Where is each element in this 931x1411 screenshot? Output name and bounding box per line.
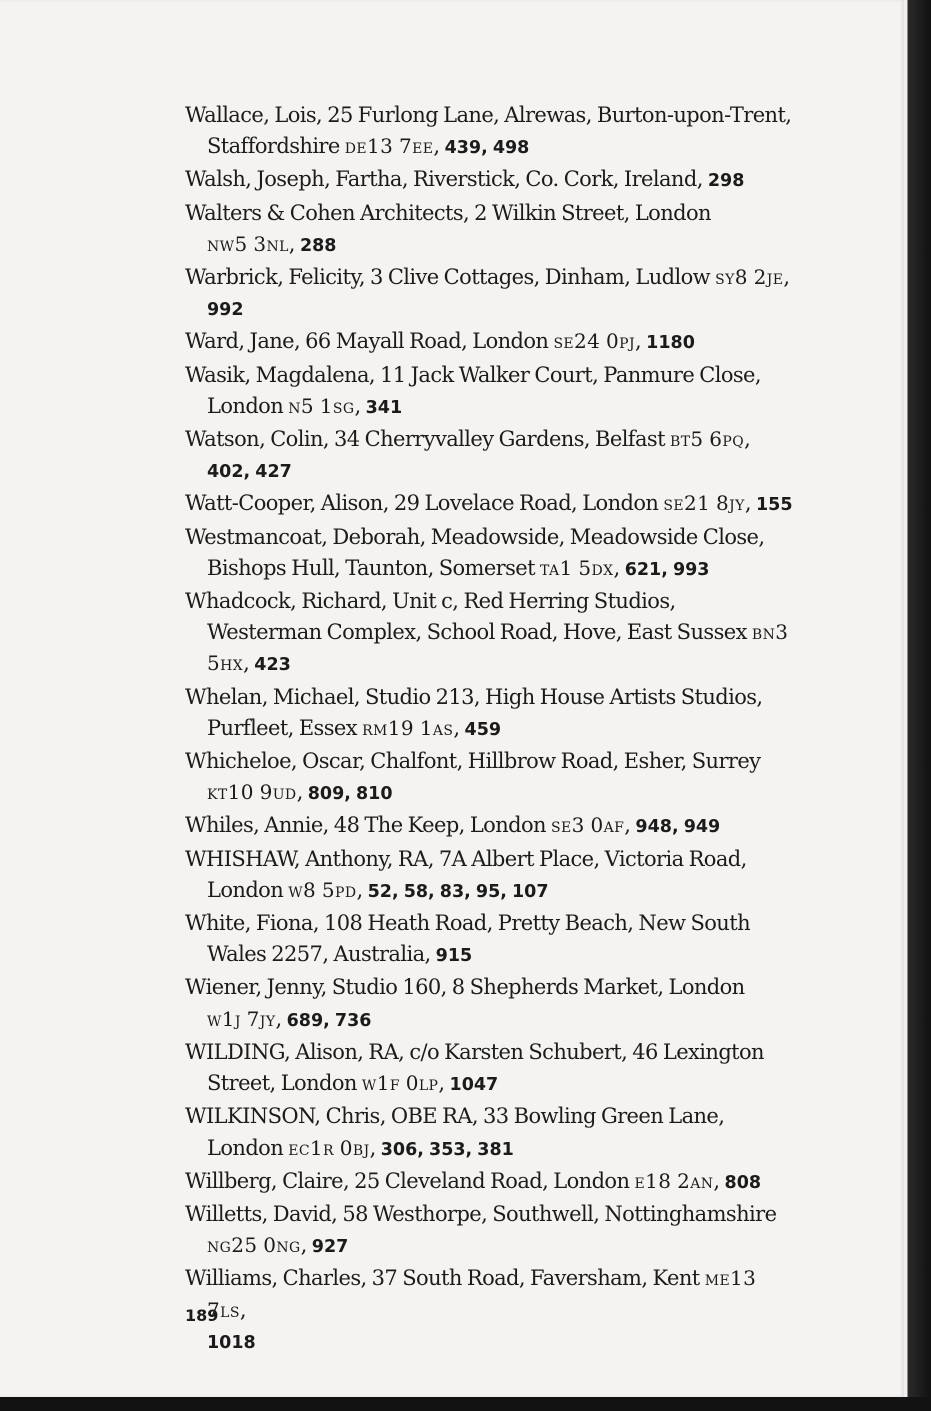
entry-text: Whiles, Annie, 48 The Keep, London bbox=[185, 813, 546, 838]
page-refs: 621, 993 bbox=[624, 559, 710, 580]
index-entry: Whiles, Annie, 48 The Keep, London se3 0af, 948, 949 bbox=[185, 813, 721, 838]
index-entry: Westmancoat, Deborah, Meadowside, Meadowside Close, Bishops Hull, Taunton, Somerset ta1 5dx, 621, 993 bbox=[185, 524, 765, 580]
page-number: 189 bbox=[185, 1306, 219, 1325]
index-entry: Willetts, David, 58 Westhorpe, Southwell, Nottinghamshire ng25 0ng, 927 bbox=[185, 1201, 777, 1258]
postcode: bn3 5hx bbox=[207, 620, 789, 676]
index-entry: Whadcock, Richard, Unit c, Red Herring Studios, Westerman Complex, School Road, Hove, East Sussex bn3 5hx, 423 bbox=[185, 589, 789, 676]
entry-text: White, Fiona, 108 Heath Road, Pretty Beach, New South Wales 2257, Australia bbox=[185, 911, 750, 967]
entry-text: WILKINSON, Chris, OBE RA, 33 Bowling Green Lane, London bbox=[185, 1104, 725, 1160]
postcode: kt10 9ud bbox=[207, 780, 297, 805]
entry-text: WILDING, Alison, RA, c/o Karsten Schubert, 46 Lexington Street, London bbox=[185, 1039, 764, 1096]
page-refs: 306, 353, 381 bbox=[380, 1139, 514, 1160]
page-refs: 1180 bbox=[646, 333, 695, 354]
postcode: se24 0pj bbox=[553, 329, 636, 354]
page-refs: 298 bbox=[707, 171, 745, 192]
postcode: me13 7ls bbox=[207, 1266, 757, 1322]
postcode: se21 8jy bbox=[663, 491, 745, 516]
postcode: sy8 2je bbox=[715, 265, 784, 290]
page-refs: 927 bbox=[311, 1237, 349, 1258]
postcode: bt5 6pq bbox=[670, 427, 745, 452]
page-refs: 1047 bbox=[449, 1075, 499, 1096]
entry-text: Willetts, David, 58 Westhorpe, Southwell, Nottinghamshire bbox=[185, 1201, 777, 1226]
postcode: w8 5pd bbox=[288, 877, 357, 902]
book-edge bbox=[904, 0, 931, 1411]
page-refs: 1018 bbox=[207, 1332, 256, 1353]
entry-text: Whicheloe, Oscar, Chalfont, Hillbrow Road, Esher, Surrey bbox=[185, 749, 761, 774]
postcode: rm19 1as bbox=[362, 715, 454, 740]
index-entry: White, Fiona, 108 Heath Road, Pretty Beach, New South Wales 2257, Australia, 915 bbox=[185, 911, 750, 967]
page-refs: 423 bbox=[254, 655, 291, 676]
page-refs: 948, 949 bbox=[635, 817, 721, 838]
index-entry: Willberg, Claire, 25 Cleveland Road, London e18 2an, 808 bbox=[185, 1168, 762, 1193]
entry-text: Warbrick, Felicity, 3 Clive Cottages, Dinham, Ludlow bbox=[185, 265, 711, 290]
entry-text: Willberg, Claire, 25 Cleveland Road, London bbox=[185, 1168, 630, 1193]
page-refs: 52, 58, 83, 95, 107 bbox=[367, 881, 549, 902]
entry-text: Walsh, Joseph, Fartha, Riverstick, Co. Cork, Ireland bbox=[185, 167, 697, 192]
page-refs: 459 bbox=[464, 719, 502, 740]
page-refs: 808 bbox=[724, 1172, 762, 1193]
index-entry: WILDING, Alison, RA, c/o Karsten Schubert, 46 Lexington Street, London w1f 0lp, 1047 bbox=[185, 1039, 764, 1096]
page-refs: 915 bbox=[435, 946, 473, 967]
entry-text: Whadcock, Richard, Unit c, Red Herring Studios, Westerman Complex, School Road, Hove, East Sussex bbox=[185, 589, 747, 645]
postcode: se3 0af bbox=[551, 813, 625, 838]
entry-text: WHISHAW, Anthony, RA, 7A Albert Place, Victoria Road, London bbox=[185, 846, 747, 902]
index-entry: Wiener, Jenny, Studio 160, 8 Shepherds Market, London w1j 7jy, 689, 736 bbox=[185, 975, 745, 1031]
postcode: w1f 0lp bbox=[361, 1071, 439, 1096]
page-refs: 439, 498 bbox=[444, 138, 530, 159]
index-entry: Watson, Colin, 34 Cherryvalley Gardens, Belfast bt5 6pq, 402, 427 bbox=[185, 427, 751, 483]
page-refs: 689, 736 bbox=[286, 1010, 372, 1031]
book-bottom-edge bbox=[0, 1397, 931, 1411]
index-entry: Ward, Jane, 66 Mayall Road, London se24 0pj, 1180 bbox=[185, 329, 695, 354]
entry-text: Watt-Cooper, Alison, 29 Lovelace Road, London bbox=[185, 491, 659, 516]
entry-text: Walters & Cohen Architects, 2 Wilkin Street, London bbox=[185, 200, 711, 225]
index-entry: Williams, Charles, 37 South Road, Faversham, Kent me13 7ls, 1018 bbox=[185, 1266, 757, 1353]
page-refs: 402, 427 bbox=[207, 462, 292, 483]
index-entry: Watt-Cooper, Alison, 29 Lovelace Road, London se21 8jy, 155 bbox=[185, 491, 793, 516]
entry-text: Williams, Charles, 37 South Road, Faversham, Kent bbox=[185, 1266, 700, 1291]
entry-text: Watson, Colin, 34 Cherryvalley Gardens, Belfast bbox=[185, 427, 665, 452]
page-refs: 155 bbox=[755, 495, 793, 516]
postcode: ng25 0ng bbox=[207, 1233, 301, 1258]
index-entry: Wallace, Lois, 25 Furlong Lane, Alrewas, Burton-upon-Trent, Staffordshire de13 7ee, 439, 498 bbox=[185, 103, 792, 159]
page-refs: 992 bbox=[207, 300, 244, 321]
postcode: ec1r 0bj bbox=[288, 1135, 370, 1160]
postcode: w1j 7jy bbox=[207, 1006, 276, 1031]
index-entry: Whicheloe, Oscar, Chalfont, Hillbrow Road, Esher, Surrey kt10 9ud, 809, 810 bbox=[185, 749, 761, 805]
index-entry: Warbrick, Felicity, 3 Clive Cottages, Dinham, Ludlow sy8 2je, 992 bbox=[185, 265, 790, 321]
page-refs: 288 bbox=[299, 235, 337, 256]
postcode: de13 7ee bbox=[344, 134, 434, 159]
index-entry: WILKINSON, Chris, OBE RA, 33 Bowling Green Lane, London ec1r 0bj, 306, 353, 381 bbox=[185, 1104, 725, 1160]
entry-text: Whelan, Michael, Studio 213, High House Artists Studios, Purfleet, Essex bbox=[185, 684, 763, 740]
postcode: e18 2an bbox=[634, 1168, 714, 1193]
address-index-list bbox=[185, 100, 795, 1359]
index-entry: Walters & Cohen Architects, 2 Wilkin Street, London nw5 3nl, 288 bbox=[185, 200, 711, 256]
postcode: ta1 5dx bbox=[540, 555, 614, 580]
index-entry: Whelan, Michael, Studio 213, High House Artists Studios, Purfleet, Essex rm19 1as, 459 bbox=[185, 684, 763, 740]
index-entry: Walsh, Joseph, Fartha, Riverstick, Co. Cork, Ireland, 298 bbox=[185, 167, 745, 192]
index-entry: Wasik, Magdalena, 11 Jack Walker Court, Panmure Close, London n5 1sg, 341 bbox=[185, 362, 761, 418]
postcode: nw5 3nl bbox=[207, 231, 289, 256]
index-entry: WHISHAW, Anthony, RA, 7A Albert Place, Victoria Road, London w8 5pd, 52, 58, 83, 95, 107 bbox=[185, 846, 747, 902]
entry-text: Wiener, Jenny, Studio 160, 8 Shepherds Market, London bbox=[185, 975, 745, 1000]
postcode: n5 1sg bbox=[288, 393, 355, 418]
entry-text: Westmancoat, Deborah, Meadowside, Meadowside Close, Bishops Hull, Taunton, Somerset bbox=[185, 524, 765, 580]
entry-text: Wasik, Magdalena, 11 Jack Walker Court, Panmure Close, London bbox=[185, 362, 761, 418]
page-refs: 809, 810 bbox=[307, 784, 393, 805]
entry-text: Wallace, Lois, 25 Furlong Lane, Alrewas, Burton-upon-Trent, Staffordshire bbox=[185, 103, 792, 159]
page-refs: 341 bbox=[365, 397, 403, 418]
entry-text: Ward, Jane, 66 Mayall Road, London bbox=[185, 329, 549, 354]
